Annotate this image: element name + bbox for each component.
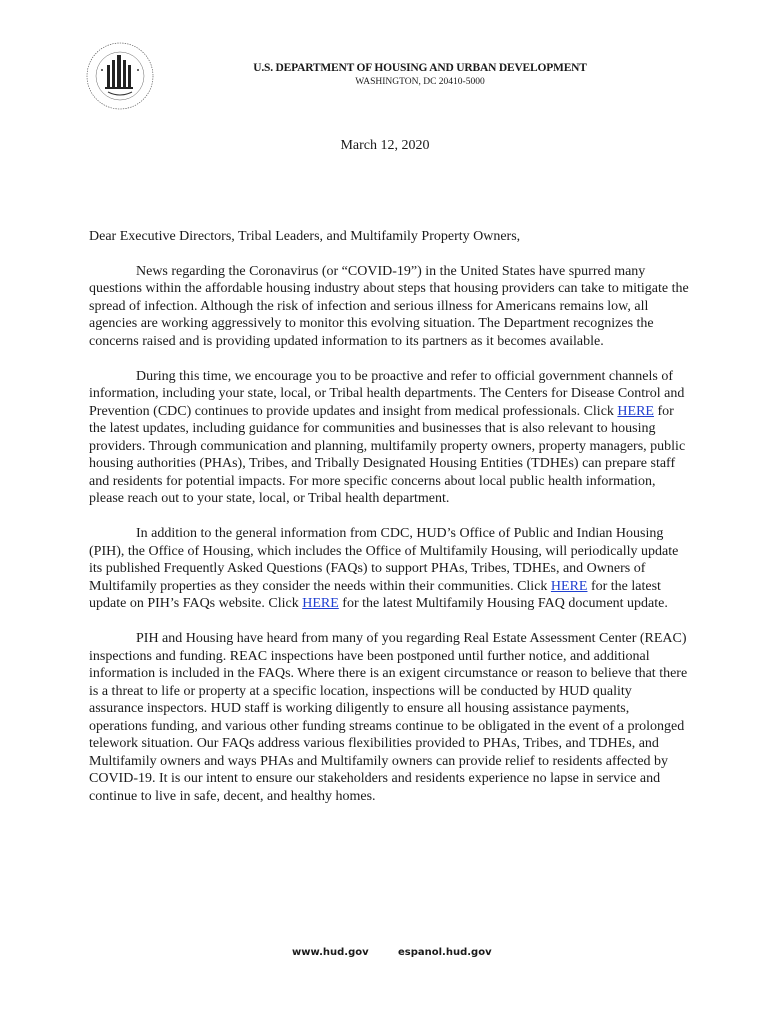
paragraph-3-text-middle: for the latest update on PIH’s FAQs website. Click <box>89 578 661 611</box>
paragraph-2 <box>89 368 689 508</box>
paragraph-3-text-end: for the latest Multifamily Housing FAQ document update. <box>338 596 668 611</box>
department-address: WASHINGTON, DC 20410-5000 <box>355 77 485 87</box>
paragraph-2-text-end: for the latest updates, including guidance for communities and businesses that is also relevant to housing providers. Through communication and planning, multifamily property owners, property managers, public housing authorities (PHAs), Tribes, and Tribally Designated Housing Entities (TDHEs) can prepare staff and residents for potential impacts. For more specific concerns about local public health information, please reach out to your state, local, or Tribal health department. <box>89 403 686 506</box>
salutation: Dear Executive Directors, Tribal Leaders, and Multifamily Property Owners, <box>89 229 521 244</box>
letter-body <box>89 228 689 823</box>
cdc-here-link[interactable]: HERE <box>617 403 654 419</box>
paragraph-3-text-start: In addition to the general information from CDC, HUD’s Office of Public and Indian Housing (PIH), the Office of Housing, which includes the Office of Multifamily Housing, will periodically update its published Frequently Asked Questions (FAQs) to support PHAs, Tribes, TDHEs, and Owners of Multifamily properties as they consider the needs within their communities. Click <box>89 526 679 594</box>
department-name: U.S. DEPARTMENT OF HOUSING AND URBAN DEVELOPMENT <box>253 62 587 74</box>
espanol-website-link[interactable]: espanol.hud.gov <box>398 947 492 958</box>
paragraph-1: News regarding the Coronavirus (or “COVID-19”) in the United States have spurred many questions within the affordable housing industry about steps that housing providers can take to mitigate the spread of infection. Although the risk of infection and serious illness for Americans remains low, all agencies are working aggressively to monitor this evolving situation. The Department recognizes the concerns raised and is providing updated information to its partners as it becomes available. <box>89 263 689 349</box>
hud-seal-logo <box>84 40 156 112</box>
pih-faq-here-link[interactable]: HERE <box>550 578 588 594</box>
paragraph-2-text-start: During this time, we encourage you to be proactive and refer to official government channels of information, including your state, local, or Tribal health departments. The Centers for Disease Control and Prevention (CDC) continues to provide updates and insight from medical professionals. Click <box>89 368 685 419</box>
letter-date: March 12, 2020 <box>340 138 430 153</box>
hud-website-link[interactable]: www.hud.gov <box>292 947 369 958</box>
paragraph-4: PIH and Housing have heard from many of you regarding Real Estate Assessment Center (REAC) inspections and funding. REAC inspections have been postponed until further notice, and additional information is included in the FAQs. Where there is an exigent circumstance or reason to believe that there is a threat to life or property at a specific location, inspections will be conducted by HUD quality assurance inspectors. HUD staff is working diligently to ensure all housing assistance payments, operations funding, and various other funding streams continue to be obligated in the event of a prolonged telework situation. Our FAQs address various flexibilities provided to PHAs, Tribes, and TDHEs, and Multifamily owners and ways PHAs and Multifamily owners can provide relief to residents affected by COVID-19. It is our intent to ensure our stakeholders and residents experience no lapse in service and continue to live in safe, decent, and healthy homes. <box>89 631 688 804</box>
footer <box>0 947 770 961</box>
multifamily-faq-here-link[interactable]: HERE <box>302 596 339 611</box>
paragraph-3 <box>89 525 689 613</box>
